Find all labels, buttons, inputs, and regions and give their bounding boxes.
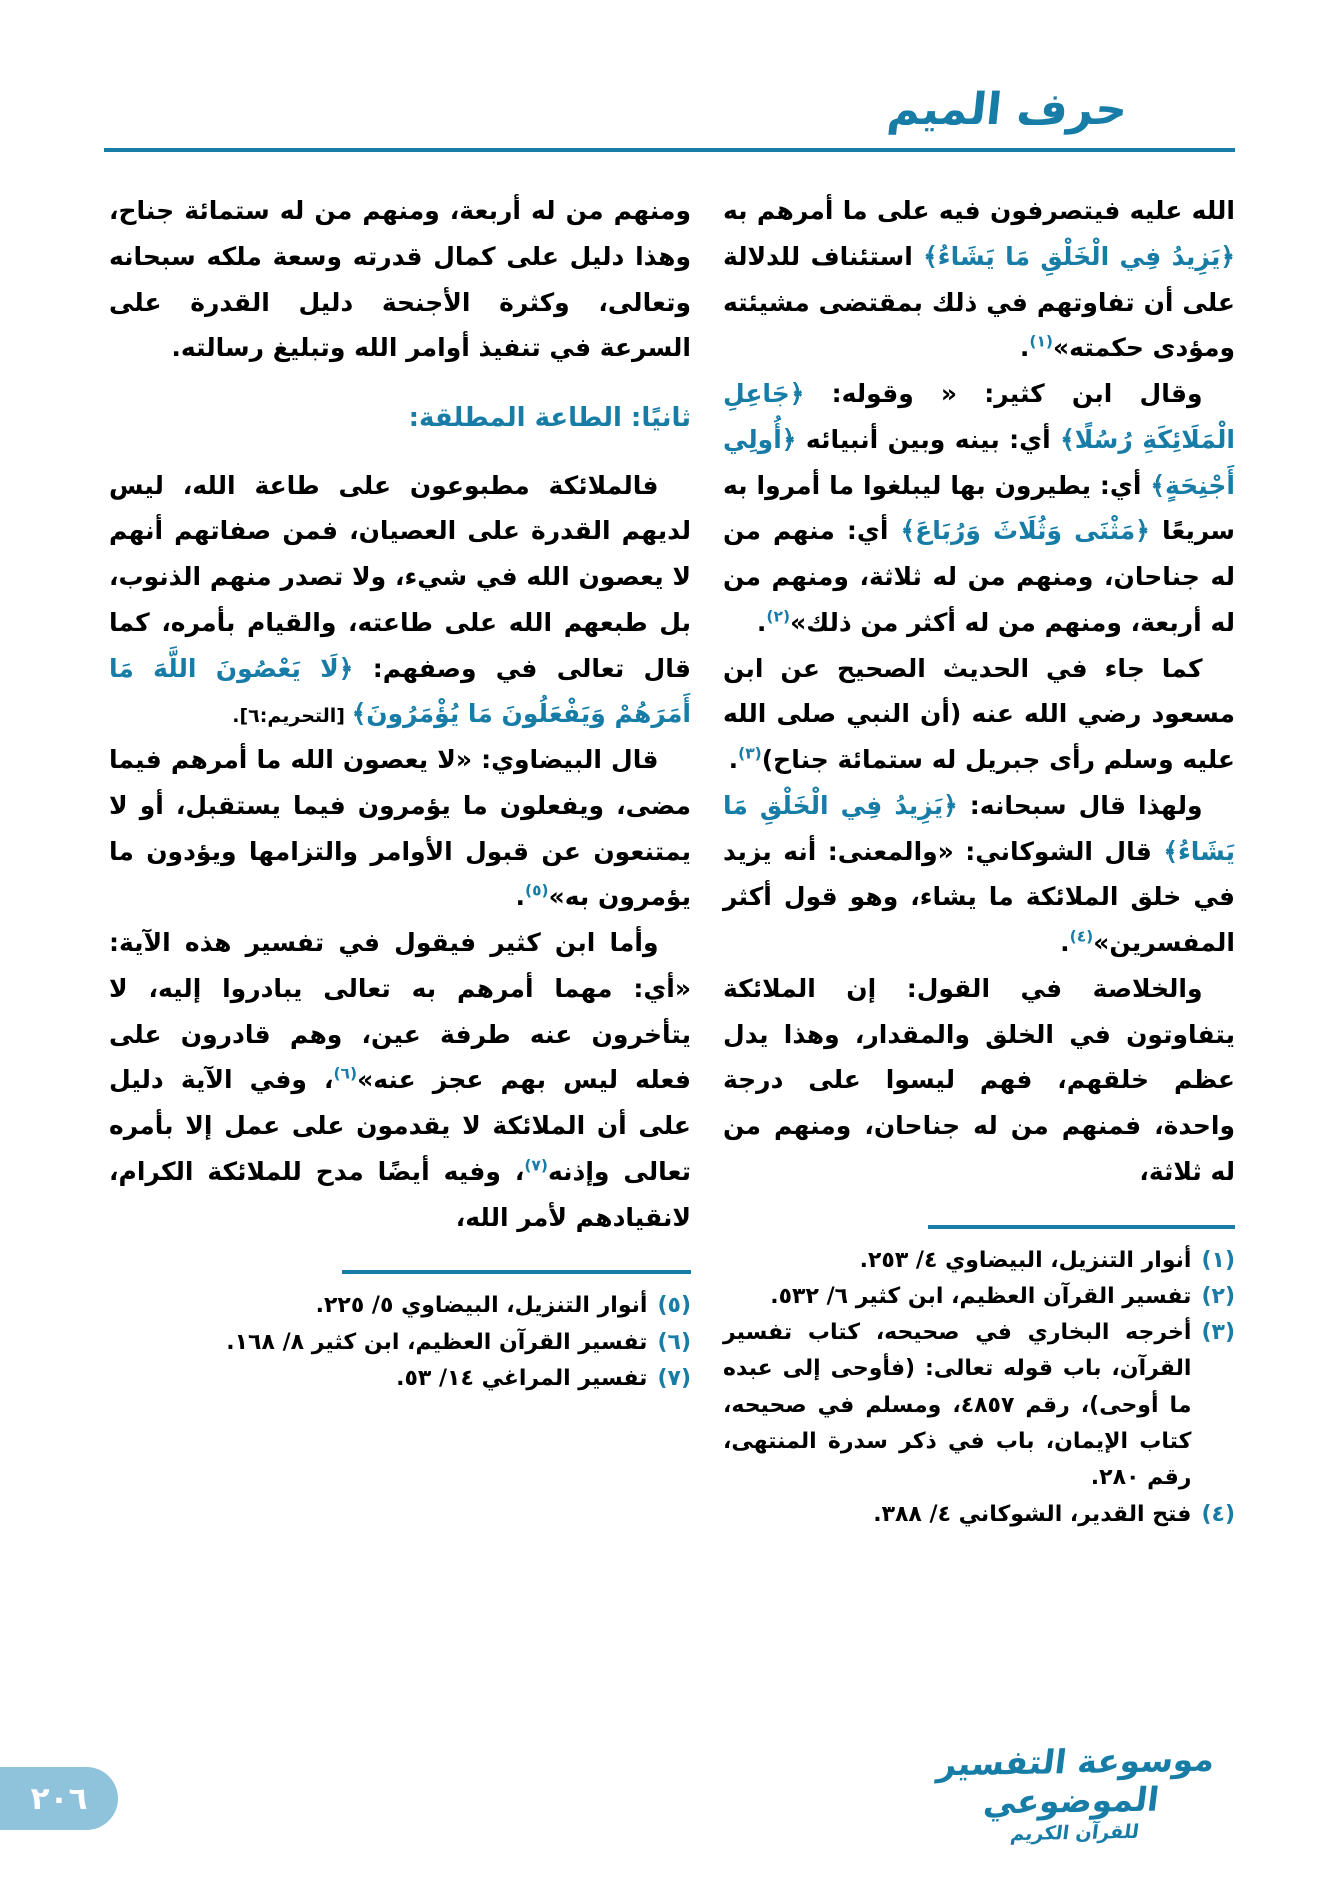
footnote-ref: (١) xyxy=(1029,332,1054,351)
section-heading xyxy=(109,395,691,443)
footnote-text: فتح القدير، الشوكاني ٤/ ٣٨٨. xyxy=(873,1501,1192,1527)
body-text: ولهذا قال سبحانه: xyxy=(957,790,1203,820)
body-text: وأما ابن كثير فيقول في تفسير هذه الآية: «أي: مهما أمرهم به تعالى يبادروا إليه، لا يتأخرون عنه طرفة عين، وهم قادرون على فعله ليس بهم عجز عنه» xyxy=(109,928,691,1095)
paragraph xyxy=(723,188,1235,371)
footnote-number: (٧) xyxy=(657,1365,691,1391)
footnote-text: أخرجه البخاري في صحيحه، كتاب تفسير القرآن، باب قوله تعالى: (فأوحى إلى عبده ما أوحى)، رقم ٤٨٥٧، ومسلم في صحيحه، كتاب الإيمان، باب في ذكر سدرة المنتهى، رقم ٢٨٠. xyxy=(723,1320,1192,1491)
body-text: كما جاء في الحديث الصحيح عن ابن مسعود رضي الله عنه (أن النبي صلى الله عليه وسلم رأى جبريل له ستمائة جناح) xyxy=(723,653,1235,774)
footnote-text: أنوار التنزيل، البيضاوي ٥/ ٢٢٥. xyxy=(315,1293,648,1319)
right-column-text xyxy=(723,188,1235,1195)
footnote-ref: (٦) xyxy=(333,1065,358,1083)
footnote-number: (١) xyxy=(1201,1247,1235,1273)
paragraph xyxy=(109,737,691,920)
paragraph xyxy=(723,371,1235,646)
paragraph xyxy=(109,463,691,738)
footnote-list xyxy=(723,1243,1235,1533)
footnote-number: (٢) xyxy=(1201,1283,1235,1309)
paragraph xyxy=(723,966,1235,1195)
page-body xyxy=(104,188,1235,1533)
quran-quote: ﴿يَزِيدُ فِي الْخَلْقِ مَا يَشَاءُ﴾ xyxy=(923,241,1235,271)
footnote-separator xyxy=(342,1270,691,1274)
right-column xyxy=(723,188,1235,1533)
body-text: قال البيضاوي: «لا يعصون الله ما أمرهم فيما مضى، ويفعلون ما يؤمرون فيما يستقبل، أو لا يمتنعون عن قبول الأوامر والتزامها ويؤدون ما يؤمرون به» xyxy=(109,745,691,912)
body-text: استئناف للدلالة على أن تفاوتهم في ذلك بمقتضى مشيئته ومؤدى حكمته» xyxy=(723,241,1235,363)
body-text: ، وفيه أيضًا مدح للملائكة الكرام، لانقيادهم لأمر الله، xyxy=(109,1156,691,1232)
body-text: ، وفي الآية دليل على أن الملائكة لا يقدمون على عمل إلا بأمره تعالى وإذنه xyxy=(109,1065,691,1186)
footnote-item xyxy=(723,1497,1235,1533)
paragraph xyxy=(723,646,1235,783)
footnote-text: تفسير القرآن العظيم، ابن كثير ٨/ ١٦٨. xyxy=(226,1329,648,1355)
page-number-badge xyxy=(0,1767,118,1830)
left-column-text xyxy=(109,188,691,1240)
page-number: ٢٠٦ xyxy=(30,1780,88,1817)
quran-quote: ﴿لَا يَعْصُونَ اللَّهَ مَا أَمَرَهُمْ وَيَفْعَلُونَ مَا يُؤْمَرُونَ﴾ xyxy=(109,653,691,729)
body-text: وقال ابن كثير: « وقوله: xyxy=(804,379,1203,408)
footnote-text: تفسير القرآن العظيم، ابن كثير ٦/ ٥٣٢. xyxy=(770,1283,1192,1309)
footnote-ref: (٥) xyxy=(524,882,549,900)
body-text: ثانيًا: الطاعة المطلقة: xyxy=(408,403,691,433)
footnote-number: (٤) xyxy=(1201,1501,1235,1527)
left-column-footnotes xyxy=(109,1270,691,1397)
body-text: فالملائكة مطبوعون على طاعة الله، ليس لديهم القدرة على العصيان، فمن صفاتهم أنهم لا يعصون الله في شيء، ولا تصدر منهم الذنوب، بل طبعهم الله على طاعته، والقيام بأمره، كما قال تعالى في وصفهم: xyxy=(109,470,691,683)
body-text: . xyxy=(515,882,525,912)
body-text: . xyxy=(728,745,739,774)
publisher-logo xyxy=(923,1739,1225,1846)
publisher-logo-title: موسوعة التفسير الموضوعي xyxy=(935,1739,1217,1822)
body-text: أي: منهم من له جناحان، ومنهم من له ثلاثة، ومنهم من له أربعة، ومنهم من له أكثر من ذلك» xyxy=(723,516,1235,637)
body-text: والخلاصة في القول: إن الملائكة يتفاوتون في الخلق والمقدار، وهذا يدل عظم خلقهم، فهم ليسوا على درجة واحدة، فمنهم من له جناحان، ومنهم من له ثلاثة، xyxy=(723,973,1235,1186)
right-column-footnotes xyxy=(723,1225,1235,1533)
footnote-item xyxy=(723,1279,1235,1315)
footnote-separator xyxy=(928,1225,1235,1229)
header-rule xyxy=(104,148,1235,152)
body-text: . xyxy=(1060,928,1070,957)
publisher-logo-subtitle: للقرآن الكريم xyxy=(1009,1820,1141,1846)
verse-source: [التحريم:٦]. xyxy=(232,705,352,728)
chapter-title: حرف الميم xyxy=(885,84,1130,135)
quran-quote: ﴿جَاعِلِ الْمَلَائِكَةِ رُسُلًا﴾ xyxy=(723,379,1235,454)
paragraph xyxy=(109,188,691,371)
footnote-text: أنوار التنزيل، البيضاوي ٤/ ٢٥٣. xyxy=(859,1247,1192,1273)
paragraph xyxy=(109,920,691,1240)
footnote-number: (٣) xyxy=(1201,1320,1235,1346)
quran-quote: ﴿يَزِيدُ فِي الْخَلْقِ مَا يَشَاءُ﴾ xyxy=(723,790,1235,866)
body-text: أي: بينه وبين أنبيائه xyxy=(796,424,1061,454)
footnote-ref: (٣) xyxy=(738,744,762,763)
footnote-item xyxy=(109,1361,691,1397)
footnote-item xyxy=(109,1288,691,1324)
body-text: أي: يطيرون بها ليبلغوا ما أمروا به سريعًا xyxy=(723,470,1235,546)
body-text: الله عليه فيتصرفون فيه على ما أمرهم به xyxy=(723,196,1235,225)
footnote-ref: (٧) xyxy=(524,1156,548,1175)
footnote-ref: (٤) xyxy=(1069,927,1094,946)
footnote-number: (٦) xyxy=(657,1329,691,1355)
footnote-number: (٥) xyxy=(657,1293,691,1319)
footnote-item xyxy=(109,1325,691,1361)
body-text: ومنهم من له أربعة، ومنهم من له ستمائة جناح، وهذا دليل على كمال قدرته وسعة ملكه سبحانه وتعالى، وكثرة الأجنحة دليل القدرة على السرعة في تنفيذ أوامر الله وتبليغ رسالته. xyxy=(109,196,691,363)
footnote-item xyxy=(723,1243,1235,1279)
footnote-list xyxy=(109,1288,691,1397)
body-text: . xyxy=(756,607,767,637)
footnote-item xyxy=(723,1315,1235,1496)
quran-quote: ﴿أُولِي أَجْنِحَةٍ﴾ xyxy=(723,424,1235,500)
paragraph xyxy=(723,783,1235,966)
left-column xyxy=(109,188,691,1397)
footnote-ref: (٢) xyxy=(766,607,791,626)
body-text: . xyxy=(1019,333,1030,363)
quran-quote: ﴿مَثْنَى وَثُلَاثَ وَرُبَاعَ﴾ xyxy=(900,516,1150,546)
footnote-text: تفسير المراغي ١٤/ ٥٣. xyxy=(396,1365,648,1391)
body-text: قال الشوكاني: «والمعنى: أنه يزيد في خلق الملائكة ما يشاء، وهو قول أكثر المفسرين» xyxy=(723,836,1235,957)
